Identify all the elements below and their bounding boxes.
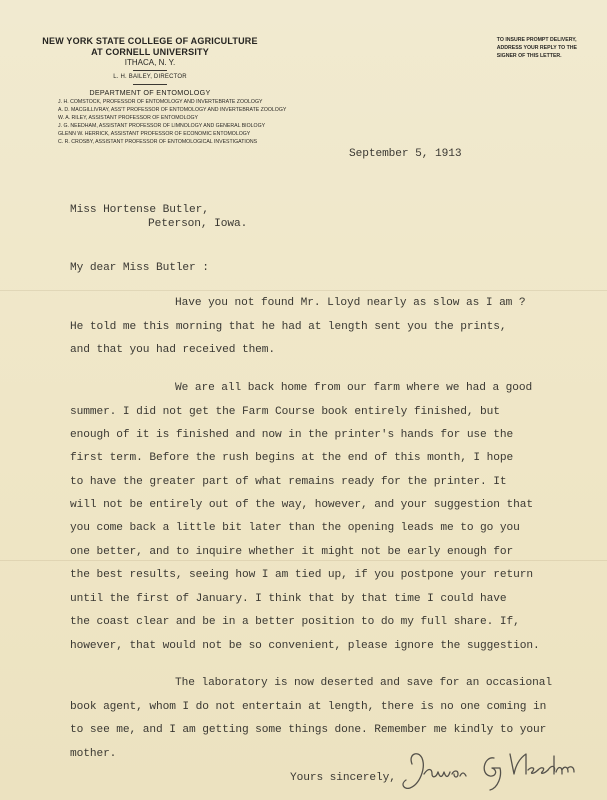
body-line: one better, and to inquire whether it might not be early enough for [70, 546, 514, 558]
letterhead-line-3: ITHACA, N. Y. [124, 58, 176, 67]
body-line: until the first of January. I think that by that time I could have [70, 593, 507, 605]
closing: Yours sincerely, [290, 772, 396, 784]
divider [133, 70, 167, 71]
body-line: He told me this morning that he had at length sent you the prints, [70, 321, 507, 333]
salutation: My dear Miss Butler : [70, 262, 209, 274]
body-line: mother. [70, 748, 117, 760]
staff-line: J. H. COMSTOCK, PROFESSOR OF ENTOMOLOGY AND INVERTEBRATE ZOOLOGY [58, 99, 263, 105]
staff-line: A. D. MACGILLIVRAY, ASS'T PROFESSOR OF ENTOMOLOGY AND INVERTEBRATE ZOOLOGY [58, 107, 287, 113]
body-line: book agent, whom I do not entertain at length, there is no one coming in [70, 701, 547, 713]
body-line: and that you had received them. [70, 344, 276, 356]
staff-line: C. R. CROSBY, ASSISTANT PROFESSOR OF ENTOMOLOGICAL INVESTIGATIONS [58, 139, 258, 145]
body-line: the coast clear and be in a better position to do my full share. If, [70, 616, 520, 628]
body-line: first term. Before the rush begins at the end of this month, I hope [70, 452, 514, 464]
body-line: Have you not found Mr. Lloyd nearly as slow as I am ? [175, 297, 526, 309]
body-line: enough of it is finished and now in the printer's hands for use the [70, 429, 514, 441]
body-line: We are all back home from our farm where we had a good [175, 382, 533, 394]
body-line: you come back a little bit later than the opening leads me to go you [70, 522, 520, 534]
notice-line: ADDRESS YOUR REPLY TO THE [496, 45, 577, 51]
letterhead-line-2: AT CORNELL UNIVERSITY [91, 47, 209, 57]
staff-line: W. A. RILEY, ASSISTANT PROFESSOR OF ENTOMOLOGY [58, 115, 198, 121]
body-line: the best results, seeing how I am tied up, if you postpone your return [70, 569, 533, 581]
notice-line: SIGNER OF THIS LETTER. [496, 53, 562, 59]
body-line: The laboratory is now deserted and save for an occasional [175, 677, 552, 689]
body-line: will not be entirely out of the way, however, and your suggestion that [70, 499, 533, 511]
letterhead-line-1: NEW YORK STATE COLLEGE OF AGRICULTURE [42, 36, 258, 46]
director: L. H. BAILEY, DIRECTOR [113, 74, 187, 80]
department: DEPARTMENT OF ENTOMOLOGY [89, 88, 211, 97]
recipient-address: Peterson, Iowa. [148, 218, 248, 230]
body-line: summer. I did not get the Farm Course book entirely finished, but [70, 406, 500, 418]
fold-line [0, 560, 607, 561]
fold-line [0, 290, 607, 291]
divider [133, 84, 167, 85]
letter-date: September 5, 1913 [349, 148, 462, 160]
recipient-name: Miss Hortense Butler, [70, 204, 209, 216]
body-line: to have the greater part of what remains ready for the printer. It [70, 476, 507, 488]
body-line: to see me, and I am getting some things done. Remember me kindly to your [70, 724, 547, 736]
delivery-notice [497, 36, 577, 60]
handwritten-signature [398, 744, 578, 796]
staff-line: J. G. NEEDHAM, ASSISTANT PROFESSOR OF LIMNOLOGY AND GENERAL BIOLOGY [58, 123, 266, 129]
notice-line: TO INSURE PROMPT DELIVERY, [496, 37, 577, 43]
body-line: however, that would not be so convenient, please ignore the suggestion. [70, 640, 540, 652]
staff-line: GLENN W. HERRICK, ASSISTANT PROFESSOR OF ECONOMIC ENTOMOLOGY [58, 131, 251, 137]
